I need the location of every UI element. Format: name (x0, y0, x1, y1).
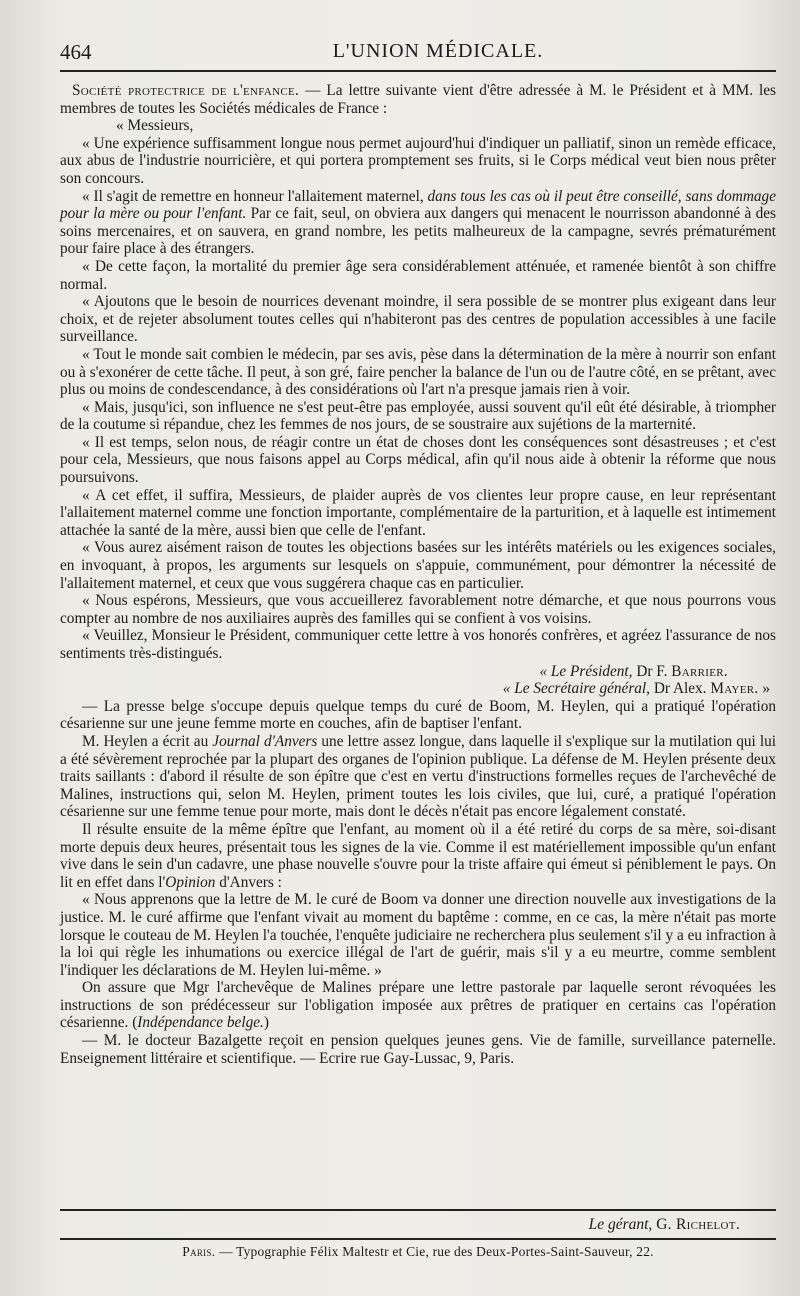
gerant-label: Le gérant, (588, 1216, 657, 1233)
closing-quote: » (758, 680, 770, 698)
italic-text-run: Opinion (165, 873, 216, 891)
signature-name: Mayer. (710, 680, 759, 698)
news-paragraph (60, 979, 776, 1032)
letter-paragraph: « Nous espérons, Messieurs, que vous accueillerez favorablement notre démarche, et que nous pourrons vous compter au nombre de nos auxiliaires auprès des familles qui se confient à vos voisins. (60, 592, 776, 627)
signature-title: « Le Secrétaire général, (502, 680, 654, 698)
signature-secretary (60, 680, 776, 698)
signature-president (60, 663, 776, 681)
letter-paragraph: « De cette façon, la mortalité du premier âge sera considérablement atténuée, et ramenée bientôt à son chiffre normal. (60, 257, 776, 293)
news-paragraph: « Nous apprenons que la lettre de M. le curé de Boom va donner une direction nouvelle aux investigations de la justice. M. le curé affirme que l'enfant vivait au moment du baptême : comme, en ce cas, la mère n'était pas morte lorsque le couteau de M. Heylen l'a touchée, l'enquête judiciaire ne recherchera plus seulement s'il y a eu infraction à la loi qui règle les inhumations ou exercice illégal de l'art de guérir, mais s'il y a eu meurtre, comme semblent l'indiquer les déclarations de M. Heylen lui-même. » (60, 891, 776, 979)
letter-salutation: « Messieurs, (116, 117, 194, 135)
imprint-text: — Typographie Félix Maltestr et Cie, rue des Deux-Portes-Saint-Sauveur, 22. (215, 1244, 654, 1259)
text-run: On assure que Mgr l'archevêque de Malines prépare une lettre pastorale par laquelle seront révoquées les instructions de son prédécesseur sur l'obligation imposée aux prêtres de pratiquer en certains cas l'opération césarienne. ( (60, 979, 776, 1032)
letter-paragraph (60, 188, 776, 258)
text-run: M. Heylen a écrit au (82, 732, 213, 750)
letter-paragraph: « Une expérience suffisamment longue nous permet aujourd'hui d'indiquer un palliatif, sinon un remède efficace, aux abus de l'industrie nourricière, et qui portera promptement ses fruits, si le Corps médical veut bien nous prêter son concours. (60, 134, 776, 187)
gerant-name: G. Richelot. (656, 1216, 740, 1233)
letter-paragraph: « Vous aurez aisément raison de toutes les objections basées sur les intérêts matériels ou les exigences sociales, en invoquant, à propos, les arguments sur lesquels on s'appuie, communément, pour démontrer la nécessité de l'allaitement maternel, et ceux que vous suggérera chaque cas en particulier. (60, 539, 776, 592)
printer-imprint (60, 1244, 776, 1260)
footer-divider (60, 1238, 776, 1240)
page-number: 464 (60, 40, 92, 64)
text-run: une lettre assez longue, dans laquelle il s'explique sur la mutilation qui lui a été sévèrement reprochée par la plupart des organes de l'opinion publique. La défense de M. Heylen présente deux traits saillants : d'abord il résulte de son épître que c'est en vertu d'instructions formelles reçues de l'archevêché de Malines, instructions qui, selon M. Heylen, priment toutes les lois civiles, que lui, curé, a pratiqué l'opération césarienne sur une femme tenue pour morte, mais dont le décès n'était pas encore légalement constaté. (60, 732, 776, 821)
signature-prefix: Dr Alex. (653, 680, 711, 698)
letter-paragraph: « Il est temps, selon nous, de réagir contre un état de choses dont les conséquences sont désastreuses ; et c'est pour cela, Messieurs, que nous faisons appel au Corps médical, afin qu'il nous aide à obtenir la réforme que nous poursuivons. (60, 433, 776, 487)
footer-divider (60, 1209, 776, 1211)
news-paragraph (60, 821, 776, 891)
letter-paragraph: « Tout le monde sait combien le médecin, par ses avis, pèse dans la détermination de la mère à nourrir son enfant ou à s'exonérer de cette tâche. Il peut, à son gré, faire pencher la balance de l'un ou de l'autre côté, en se prêtant, avec plus ou moins de condescendance, à des considérations où l'art n'a presque jamais rien à voir. (60, 345, 776, 399)
italic-text-run: Indépendance belge. (137, 1014, 264, 1032)
running-title: L'UNION MÉDICALE. (332, 40, 544, 62)
signature-prefix: Dr F. (636, 662, 672, 680)
letter-paragraph: « Veuillez, Monsieur le Président, communiquer cette lettre à vos honorés confrères, et agréez l'assurance de nos sentiments très-distingués. (60, 627, 776, 662)
signature-title: « Le Président, (539, 662, 637, 680)
text-run: Par ce fait, seul, on obviera aux dangers qui menacent le nourrisson abandonné à des soins mercenaires, et on sauvera, en grand nombre, les petits malheureux de la campagne, sevrés prématurément pour faire place à des étrangers. (60, 205, 776, 258)
text-run: ) (263, 1014, 269, 1032)
news-paragraph: — La presse belge s'occupe depuis quelque temps du curé de Boom, M. Heylen, qui a pratiqué l'opération césarienne sur une jeune femme morte en couches, afin de baptiser l'enfant. (60, 697, 776, 733)
article-society-intro (60, 82, 776, 117)
article-intro-text: — La lettre suivante vient d'être adressée à M. le Président et à MM. les membres de toutes les Sociétés médicales de France : (60, 82, 776, 117)
italic-text-run: dans tous les cas où il peut être conseillé, sans dommage pour la mère ou pour l'enfant. (60, 187, 776, 223)
text-run: d'Anvers : (215, 873, 282, 891)
signature-name: Barrier. (671, 662, 728, 680)
letter-paragraph: « Ajoutons que le besoin de nourrices devenant moindre, il sera possible de se montrer plus exigeant dans leur choix, et de rejeter absolument toutes celles qui n'habiteront pas des centres de population accessibles à une facile surveillance. (60, 293, 776, 346)
text-run: Il résulte ensuite de la même épître que l'enfant, au moment où il a été retiré du corps de sa mère, soi-disant morte depuis deux heures, présentait tous les signes de la vie. Comme il est matériellement impossible qu'un enfant vive dans le sein d'un cadavre, une phase nouvelle s'ouvre pour la triste affaire qui émeut si péniblement le pays. On lit en effet dans l' (60, 820, 776, 891)
page-header (60, 36, 776, 72)
gerant-line (589, 1216, 740, 1234)
article-heading: Société protectrice de l'enfance. (72, 82, 300, 99)
letter-paragraph: « Mais, jusqu'ici, son influence ne s'est peut-être pas employée, aussi souvent qu'il eût été désirable, à triompher de la coutume si répandue, chez les femmes de nos jours, de se soustraire aux sujétions de la marternité. (60, 398, 776, 434)
letter-paragraph: « A cet effet, il suffira, Messieurs, de plaider auprès de vos clientes leur propre cause, en leur représentant l'allaitement maternel comme une fonction importante, complémentaire de la parturition, et à laquelle est intimement attachée la santé de la mère, aussi bien que celle de l'enfant. (60, 486, 776, 539)
italic-text-run: Journal d'Anvers (212, 732, 318, 750)
advert-paragraph: — M. le docteur Bazalgette reçoit en pension quelques jeunes gens. Vie de famille, surveillance paternelle. Enseignement littéraire et scientifique. — Ecrire rue Gay-Lussac, 9, Paris. (60, 1032, 776, 1067)
page-body (60, 82, 776, 1067)
text-run: « Il s'agit de remettre en honneur l'allaitement maternel, (82, 187, 428, 205)
imprint-city: Paris. (182, 1244, 216, 1259)
news-paragraph (60, 733, 776, 821)
